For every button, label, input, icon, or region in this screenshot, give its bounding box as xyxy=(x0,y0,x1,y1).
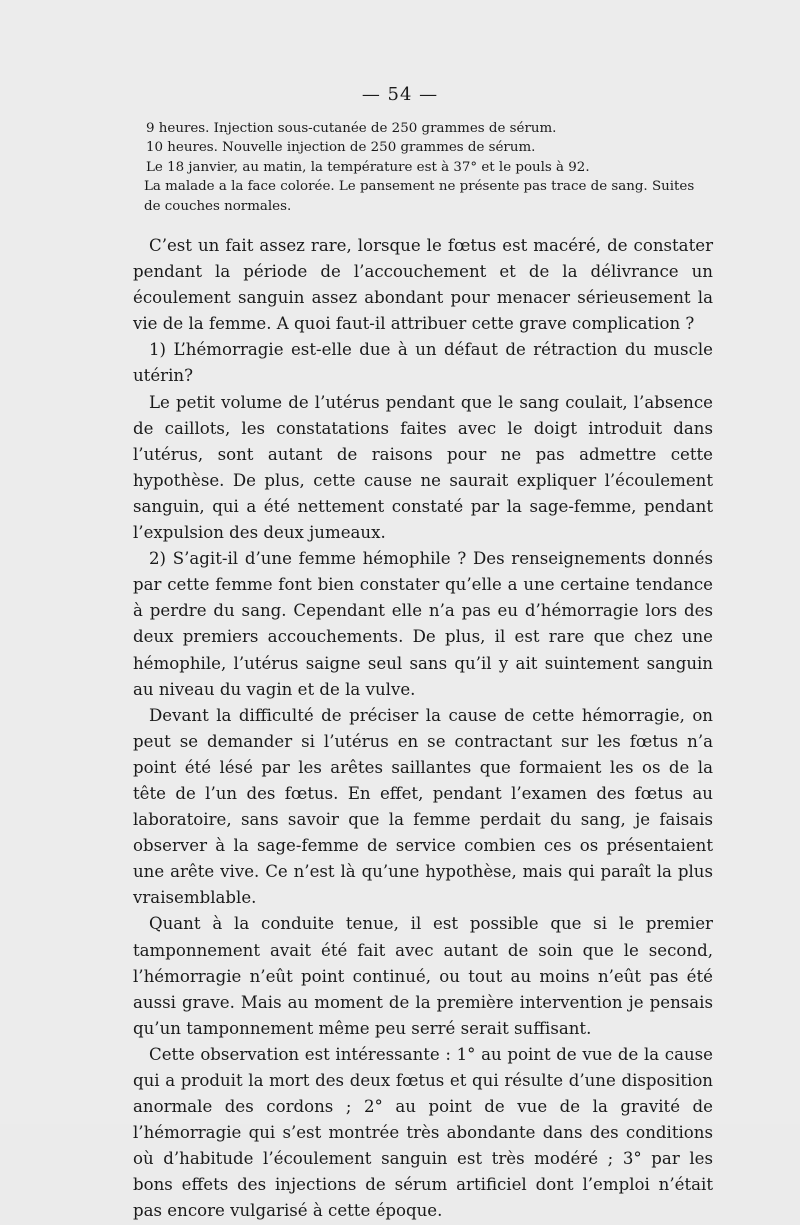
paragraph: Devant la difficulté de préciser la cause de cette hémorragie, on peut se demander si l’utérus en se contractant sur les fœtus n’a point été lésé par les arêtes saillantes que formaient les os de la tête de l’un des fœtus. En effet, pendant l’examen des fœtus au laboratoire, sans savoir que la femme perdait du sang, je faisais observer à la sage-femme de service combien ces os présentaient une arête vive. Ce n’est là qu’une hypothèse, mais qui paraît la plus vraisemblable. xyxy=(133,705,713,908)
paragraph: 1) L’hémorragie est-elle due à un défaut de rétraction du muscle utérin? xyxy=(133,340,713,386)
paragraph: 2) S’agit-il d’une femme hémophile ? Des renseignements donnés par cette femme font bien constater qu’elle a une certaine tendance à perdre du sang. Cependant elle n’a pas eu d’hémorragie lors des deux premiers accouchements. De plus, il est rare que chez une hémophile, l’utérus saigne seul sans qu’il y ait suintement sanguin au niveau du vagin et de la vulve. xyxy=(133,549,713,699)
paragraph: Quant à la conduite tenue, il est possible que si le premier tamponnement avait été fait avec autant de soin que le second, l’hémorragie n’eût point continué, ou tout au moins n’eût pas été aussi grave. Mais au moment de la première intervention je pensais qu’un tamponnement même peu serré serait suffisant. xyxy=(133,914,713,1038)
paragraph: Le petit volume de l’utérus pendant que le sang coulait, l’absence de caillots, les constatations faites avec le doigt introduit dans l’utérus, sont autant de raisons pour ne pas admettre cette hypothèse. De plus, cette cause ne saurait expliquer l’écoulement sanguin, qui a été nettement constaté par la sage-femme, pendant l’expulsion des deux jumeaux. xyxy=(133,392,713,543)
paragraph: Cette observation est intéressante : 1° au point de vue de la cause qui a produit la mort des deux fœtus et qui résulte d’une disposition anormale des cordons ; 2° au point de vue de la gravité de l’hémorragie qui s’est montrée très abondante dans des conditions où d’habitude l’écoulement sanguin est très modéré ; 3° par les bons effets des injections de sérum artificiel dont l’emploi n’était pas encore vulgarisé à cette époque. xyxy=(133,1044,713,1221)
note-line: La malade a la face colorée. Le pansement ne présente pas trace de sang. Suites de couches normales. xyxy=(144,179,695,214)
case-notes xyxy=(146,119,706,216)
note-line: Le 18 janvier, au matin, la température est à 37° et le pouls à 92. xyxy=(146,159,590,175)
note-line: 9 heures. Injection sous-cutanée de 250 grammes de sérum. xyxy=(146,121,557,136)
page-number: — 54 — xyxy=(361,84,439,105)
note-line: 10 heures. Nouvelle injection de 250 grammes de sérum. xyxy=(146,140,536,156)
paragraph: C’est un fait assez rare, lorsque le fœtus est macéré, de constater pendant la période de l’accouchement et de la délivrance un écoulement sanguin assez abondant pour menacer sérieusement la vie de la femme. A quoi faut-il attribuer cette grave complication ? xyxy=(133,236,713,334)
discussion-text xyxy=(133,233,713,1225)
